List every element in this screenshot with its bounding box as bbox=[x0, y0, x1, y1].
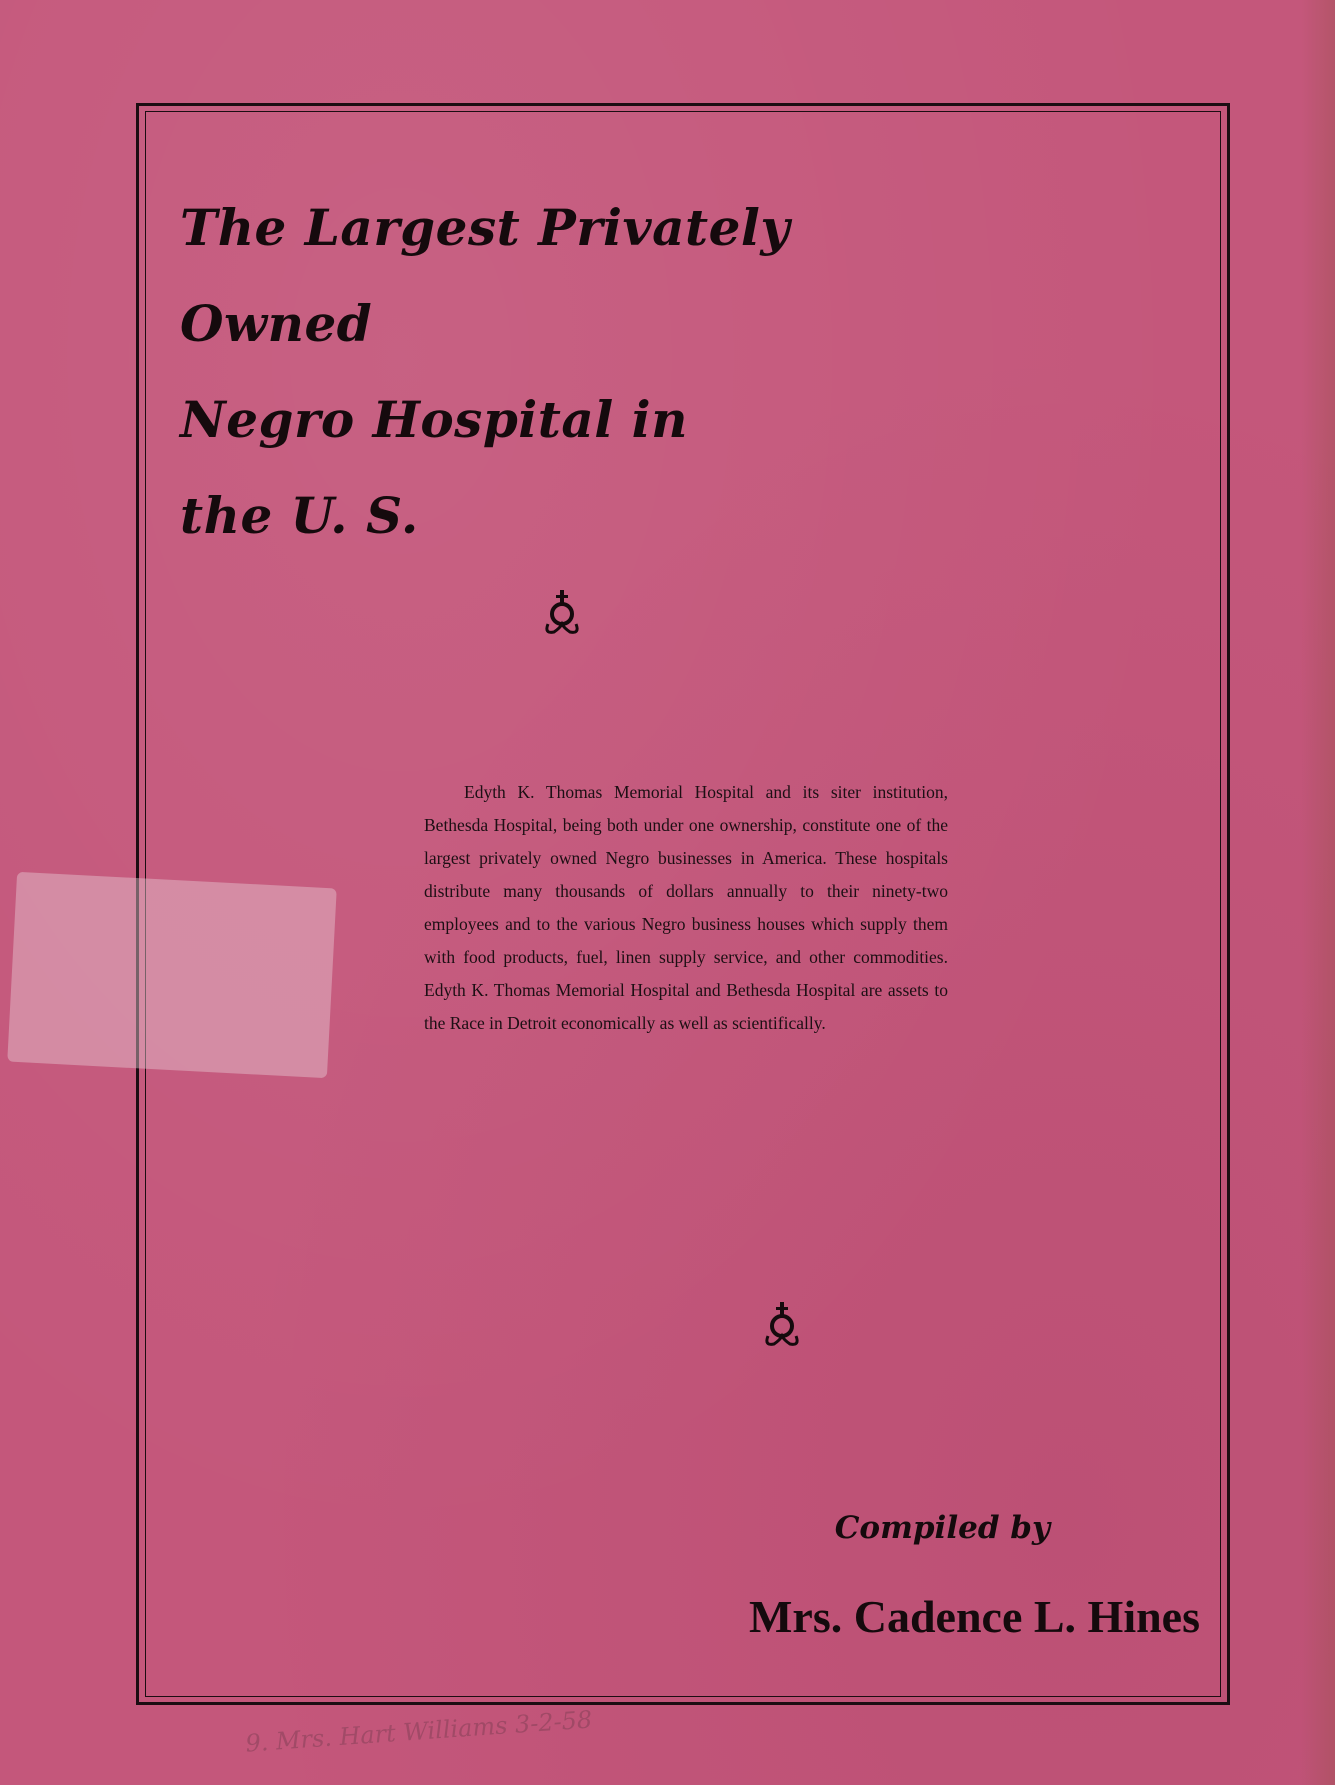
compiler-name: Mrs. Cadence L. Hines bbox=[748, 1591, 1200, 1642]
handwritten-note: 9. Mrs. Hart Williams 3-2-58 bbox=[244, 1705, 594, 1758]
adhesive-tape bbox=[7, 872, 337, 1078]
headline bbox=[180, 180, 980, 564]
fleuron-cross-icon bbox=[542, 590, 582, 636]
headline-line: The Largest Privately Owned bbox=[180, 198, 790, 353]
paper-edge bbox=[1301, 0, 1335, 1785]
headline-line: the U. S. bbox=[180, 486, 419, 545]
compiled-by-label: Compiled by bbox=[834, 1510, 1050, 1546]
headline-line: Negro Hospital in bbox=[180, 390, 689, 449]
fleuron-cross-icon bbox=[762, 1302, 802, 1348]
body-paragraph: Edyth K. Thomas Memorial Hospital and its siter institution, Bethesda Hospital, being both under one ownership, constitute one of the largest privately owned Negro businesses in America. These hospitals distribute many thousands of dollars annually to their ninety-two employees and to the various Negro business houses which supply them with food products, fuel, linen supply service, and other commodities. Edyth K. Thomas Memorial Hospital and Bethesda Hospital are assets to the Race in Detroit economically as well as scientifically. bbox=[424, 782, 948, 1033]
